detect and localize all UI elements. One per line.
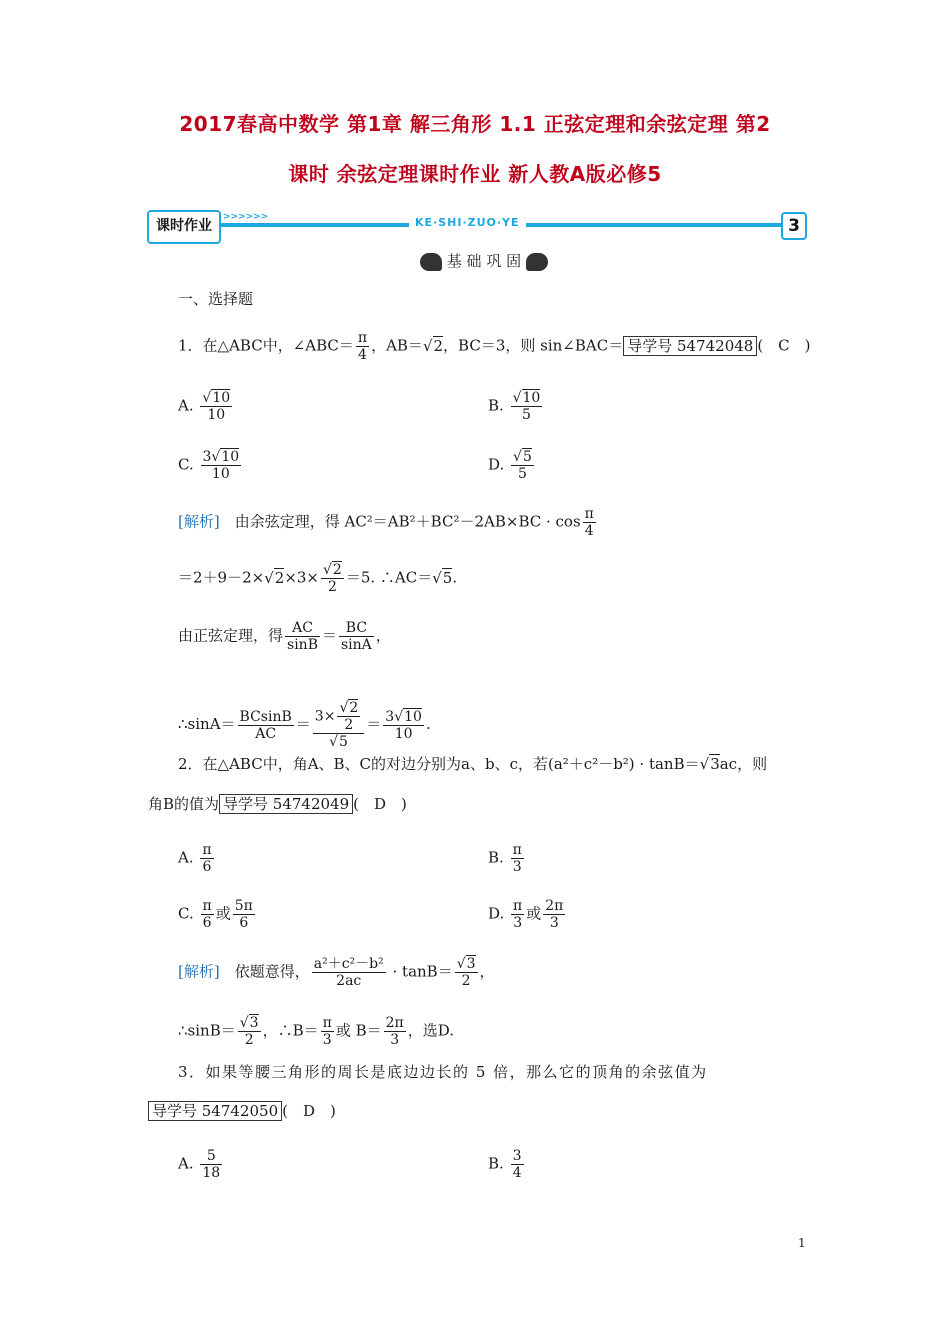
q1-jiexi-label: [解析] <box>178 512 220 531</box>
q2-option-d: D. $\frac{\pi}{3}$ 或 $\frac{2\pi}{3}$ <box>488 898 564 931</box>
homework-banner <box>147 210 807 244</box>
q1-answer: ( C ) <box>757 336 811 355</box>
q2-option-b: B. $\frac{\pi}{3}$ <box>488 842 522 875</box>
q1-stem <box>178 330 811 363</box>
q1-option-a: A. $\frac{√10}{10}$ <box>178 390 231 423</box>
right-quote-icon <box>526 253 548 271</box>
q1-frac-pi4: $\frac{\pi}{4}$ <box>357 330 368 363</box>
banner-arrows: >>>>>> <box>223 212 269 222</box>
q1-option-d: D. $\frac{√5}{5}$ <box>488 449 532 482</box>
q1-guide-number: 导学号 54742048 <box>623 336 757 356</box>
part-heading: 一、选择题 <box>178 290 254 308</box>
q1-solution-line3: 由正弦定理，得 $\frac{AC}{\sin B}$ ＝ $\frac{BC}{\sin A}$ ， <box>178 620 391 653</box>
q3-option-a: A. $\frac{5}{18}$ <box>178 1148 221 1181</box>
q2-stem-line1: 2．在△ABC中，角A、B、C的对边分别为a、b、c，若(a²＋c²－b²) · tanB＝√3ac，则 <box>178 755 768 773</box>
q3-stem-line2 <box>148 1100 336 1122</box>
q1-sqrt2: √2 <box>422 336 444 355</box>
q1-solution-line2: ＝2＋9－2×√2×3× $\frac{√2}{2}$ ＝5. ∴AC＝√5. <box>178 562 458 595</box>
left-quote-icon <box>420 253 442 271</box>
q1-stem-text-a: 1．在△ABC中，∠ABC＝ <box>178 336 354 355</box>
q2-solution-line1: [解析] 依题意得， $\frac{\text{a²＋c²－b²}}{2ac}$ · tanB＝ $\frac{√3}{2}$ ， <box>178 956 495 989</box>
q2-solution-line2: ∴sinB＝ $\frac{√3}{2}$ ，∴B＝ $\frac{\pi}{3}$ 或 B＝ $\frac{2\pi}{3}$ ，选D. <box>178 1015 454 1048</box>
q2-option-a: A. $\frac{\pi}{6}$ <box>178 842 212 875</box>
section-title: 基 础 巩 固 <box>446 252 522 270</box>
q3-stem: 3．如果等腰三角形的周长是底边边长的 5 倍，那么它的顶角的余弦值为 <box>178 1063 708 1081</box>
q2-guide-number: 导学号 54742049 <box>219 794 353 814</box>
q1-solution-line4: ∴sinA＝ $\frac{BCsinB}{AC}$ ＝ 3× $\frac{√2}{2}$ √5 ＝ $\frac{3√10}{10}$ . <box>178 700 431 750</box>
section-heading <box>420 250 570 274</box>
banner-number: 3 <box>781 212 807 240</box>
q3-option-b: B. $\frac{3}{4}$ <box>488 1148 522 1181</box>
q1-stem-text-b: ，AB＝ <box>371 336 423 355</box>
q2-option-c: C. $\frac{\pi}{6}$ 或 $\frac{5\pi}{6}$ <box>178 898 253 931</box>
q1-stem-text-c: ，BC＝3，则 sin∠BAC＝ <box>443 336 624 355</box>
q3-guide-number: 导学号 54742050 <box>148 1101 282 1121</box>
doc-title-line1: 2017春高中数学 第1章 解三角形 1.1 正弦定理和余弦定理 第2 <box>179 112 771 136</box>
q2-stem-line2: 角B的值为 导学号 54742049 ( D ) <box>148 795 407 813</box>
q1-option-b: B. $\frac{√10}{5}$ <box>488 390 541 423</box>
banner-tag: 课时作业 <box>147 210 221 244</box>
banner-pinyin: KE·SHI·ZUO·YE <box>409 216 526 229</box>
q3-answer: ( D ) <box>282 1102 336 1120</box>
doc-title-line2: 课时 余弦定理课时作业 新人教A版必修5 <box>288 162 662 186</box>
q1-solution-line1: [解析] 由余弦定理，得 AC²＝AB²＋BC²－2AB×BC · cos $\frac{\pi}{4}$ <box>178 506 594 539</box>
q2-jiexi-label: [解析] <box>178 962 220 981</box>
page-number: 1 <box>798 1236 806 1250</box>
q1-option-c: C. $\frac{3√10}{10}$ <box>178 449 240 482</box>
q2-answer: ( D ) <box>353 795 407 813</box>
